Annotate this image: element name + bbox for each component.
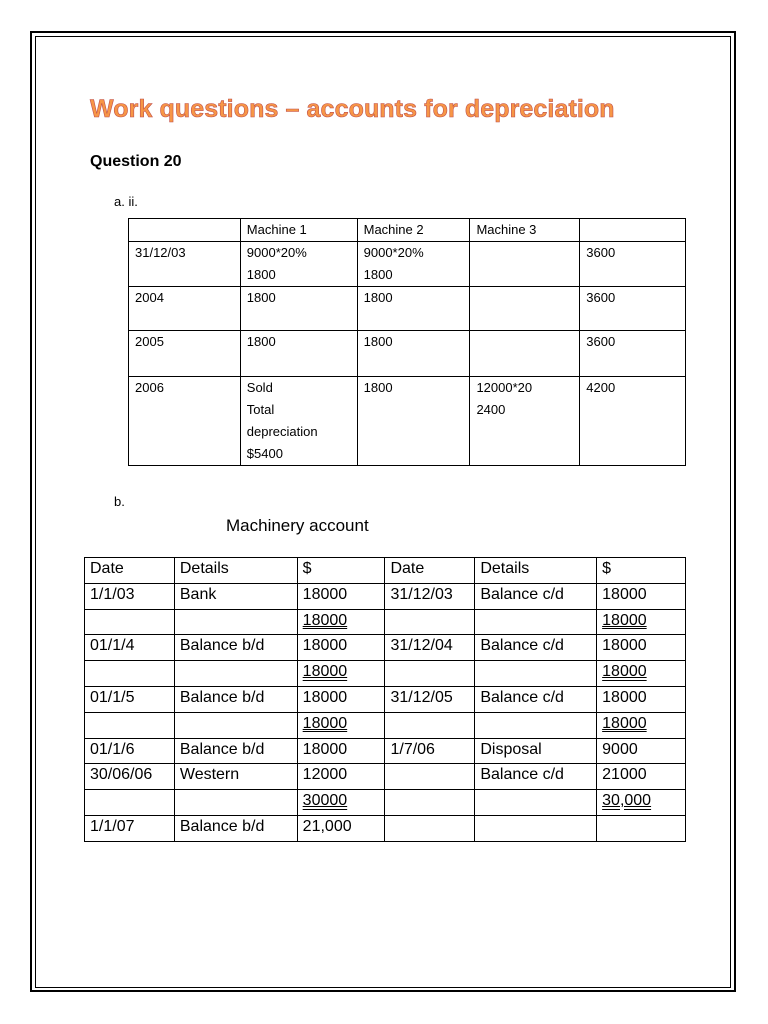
table-cell (385, 712, 475, 738)
header-cell: $ (597, 558, 686, 584)
table-cell: Balance c/d (475, 686, 597, 712)
header-cell: Details (174, 558, 297, 584)
table-cell: Balance b/d (174, 635, 297, 661)
header-cell: Date (385, 558, 475, 584)
table-cell (85, 790, 175, 816)
table-cell (475, 815, 597, 841)
account-total-row (85, 790, 686, 816)
table-cell (174, 712, 297, 738)
table-cell (475, 790, 597, 816)
part-b-label: b. (114, 494, 125, 509)
part-a-label: a. ii. (114, 194, 138, 209)
total-value: 18000 (302, 611, 348, 629)
machinery-account-table (84, 557, 686, 842)
table-cell (470, 331, 580, 377)
depreciation-header-row (129, 219, 686, 242)
account-row (85, 738, 686, 764)
total-value: 30,000 (602, 792, 652, 810)
header-cell: Machine 3 (470, 219, 580, 242)
table-cell (297, 609, 385, 635)
table-cell: Bank (174, 583, 297, 609)
table-cell: 12000 (297, 764, 385, 790)
table-cell: 18000 (597, 686, 686, 712)
table-cell: 1800 (240, 331, 357, 377)
header-cell: Machine 2 (357, 219, 470, 242)
header-cell: Machine 1 (240, 219, 357, 242)
depreciation-table (128, 218, 686, 466)
table-cell: 18000 (297, 635, 385, 661)
account-total-row (85, 609, 686, 635)
table-cell: 1800 (357, 331, 470, 377)
table-cell: 2004 (129, 287, 241, 331)
table-cell: 31/12/04 (385, 635, 475, 661)
table-cell (174, 609, 297, 635)
table-cell: 2005 (129, 331, 241, 377)
table-cell: Western (174, 764, 297, 790)
table-cell: 01/1/5 (85, 686, 175, 712)
table-cell (85, 609, 175, 635)
header-cell: Date (85, 558, 175, 584)
table-cell: 18000 (297, 583, 385, 609)
total-value: 18000 (602, 663, 647, 681)
depreciation-row (129, 331, 686, 377)
account-total-row (85, 661, 686, 687)
account-row (85, 635, 686, 661)
table-cell (385, 815, 475, 841)
table-cell: Balance c/d (475, 764, 597, 790)
account-row (85, 815, 686, 841)
account-row (85, 686, 686, 712)
table-cell: 31/12/05 (385, 686, 475, 712)
table-cell: 1800 (357, 377, 470, 466)
table-cell (597, 609, 686, 635)
account-title: Machinery account (226, 516, 369, 535)
table-cell (85, 661, 175, 687)
table-cell (174, 661, 297, 687)
account-total-row (85, 712, 686, 738)
table-cell (385, 764, 475, 790)
depreciation-row (129, 287, 686, 331)
table-cell (385, 609, 475, 635)
table-cell (475, 609, 597, 635)
table-cell (174, 790, 297, 816)
table-cell (385, 790, 475, 816)
table-cell: Sold Total depreciation $5400 (240, 377, 357, 466)
table-cell (470, 287, 580, 331)
table-cell (475, 661, 597, 687)
table-cell (297, 661, 385, 687)
page-title: Work questions – accounts for depreciation (90, 95, 615, 123)
table-cell (297, 790, 385, 816)
table-cell: 18000 (297, 738, 385, 764)
table-cell: 2006 (129, 377, 241, 466)
table-cell (597, 815, 686, 841)
table-cell: 18000 (597, 635, 686, 661)
table-cell: Balance b/d (174, 686, 297, 712)
page-border-inner (35, 36, 731, 988)
table-cell: 18000 (597, 583, 686, 609)
table-cell: 21,000 (297, 815, 385, 841)
table-cell: 4200 (580, 377, 686, 466)
table-cell (597, 790, 686, 816)
account-row (85, 764, 686, 790)
header-cell (580, 219, 686, 242)
question-heading: Question 20 (90, 153, 182, 170)
table-cell: 1800 (240, 287, 357, 331)
account-row (85, 583, 686, 609)
table-cell: 3600 (580, 242, 686, 287)
table-cell (597, 661, 686, 687)
table-cell: Balance c/d (475, 635, 597, 661)
total-value: 18000 (302, 714, 348, 732)
table-cell: 18000 (297, 686, 385, 712)
table-cell (85, 712, 175, 738)
table-cell: 21000 (597, 764, 686, 790)
table-cell (475, 712, 597, 738)
table-cell (470, 242, 580, 287)
table-cell: 31/12/03 (129, 242, 241, 287)
table-cell (385, 661, 475, 687)
table-cell: 9000 (597, 738, 686, 764)
table-cell: 9000*20% 1800 (357, 242, 470, 287)
total-value: 18000 (602, 611, 647, 629)
total-value: 30000 (302, 792, 348, 810)
table-cell: 1800 (357, 287, 470, 331)
table-cell: 01/1/6 (85, 738, 175, 764)
total-value: 18000 (602, 714, 647, 732)
table-cell (297, 712, 385, 738)
account-header-row (85, 558, 686, 584)
table-cell: 1/7/06 (385, 738, 475, 764)
depreciation-row (129, 377, 686, 466)
table-cell: 30/06/06 (85, 764, 175, 790)
table-cell: 3600 (580, 287, 686, 331)
table-cell: 1/1/07 (85, 815, 175, 841)
table-cell: 31/12/03 (385, 583, 475, 609)
total-value: 18000 (302, 663, 348, 681)
table-cell: Balance b/d (174, 815, 297, 841)
table-cell: 01/1/4 (85, 635, 175, 661)
table-cell: Disposal (475, 738, 597, 764)
depreciation-row (129, 242, 686, 287)
table-cell: 9000*20% 1800 (240, 242, 357, 287)
table-cell: 3600 (580, 331, 686, 377)
header-cell (129, 219, 241, 242)
header-cell: Details (475, 558, 597, 584)
table-cell: Balance b/d (174, 738, 297, 764)
table-cell: Balance c/d (475, 583, 597, 609)
table-cell: 1/1/03 (85, 583, 175, 609)
table-cell (597, 712, 686, 738)
header-cell: $ (297, 558, 385, 584)
table-cell: 12000*20 2400 (470, 377, 580, 466)
